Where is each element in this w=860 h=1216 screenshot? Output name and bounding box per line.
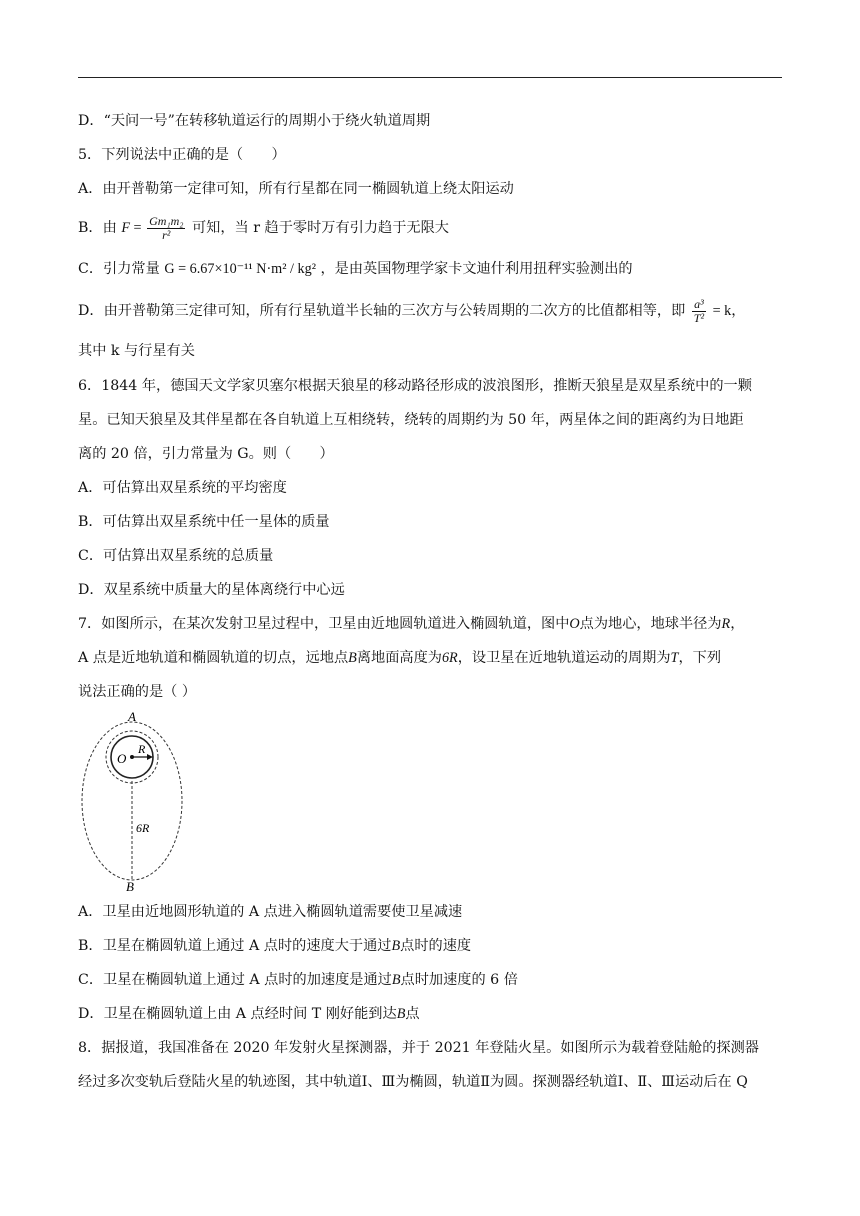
label-o: O [117,751,127,766]
q7-stem2-end: ，下列 [678,650,722,666]
q5-d-equals: = k， [712,303,746,319]
q6-stem-line2: 星。已知天狼星及其伴星都在各自轨道上互相绕转，绕转的周期约为 50 年，两星体之间的距离约为日地距 [78,412,744,428]
q5-option-d-cont: 其中 k 与行星有关 [78,343,195,359]
q6-option-c: C．可估算出双星系统的总质量 [78,548,274,564]
q7-stem1-mid: 点为地心，地球半径为 [579,616,722,632]
q7-stem-line1 [78,614,788,634]
q5-b-force: F [121,220,130,236]
q7-var-r: R [721,616,731,632]
q7-option-d [78,1004,788,1024]
label-b: B [126,879,134,894]
q7-stem2-mid: 离地面高度为 [356,650,442,666]
q7-stem2-pre: A 点是近地轨道和椭圆轨道的切点，远地点 [78,650,349,666]
q7-d-post: 点 [405,1006,420,1022]
q5-option-b: B．由 F = $\frac{\text{Gm₁m₂}}{\text{r²}}$ 可知，当 r 趋于零时万有引力趋于无限大 [78,213,449,242]
q5-option-a: A．由开普勒第一定律可知，所有行星都在同一椭圆轨道上绕太阳运动 [78,181,514,197]
q5-d-denominator: T² [693,310,705,325]
q6-option-b: B．可估算出双星系统中任一星体的质量 [78,514,330,530]
q7-var-t: T [670,650,679,666]
prev-option-d: D．“天问一号”在转移轨道运行的周期小于绕火轨道周期 [78,113,431,129]
q5-b-prefix: B．由 [78,220,117,236]
label-6r: 6R [136,821,150,835]
q5-d-fraction [692,298,706,325]
q7-var-6r: 6R [441,650,458,666]
q7-var-o: O [569,616,580,632]
q5-stem: 5．下列说法中正确的是（ ） [78,147,286,163]
q5-d-numerator: a³ [692,298,706,312]
q7-b-pre: B．卫星在椭圆轨道上通过 A 点时的速度大于通过 [78,938,392,954]
q7-d-var: B [396,1006,406,1022]
q7-stem2-mid2: ，设卫星在近地轨道运动的周期为 [457,650,671,666]
q5-c-prefix: C．引力常量 [78,261,160,277]
q5-c-suffix: ，是由英国物理学家卡文迪什利用扭秤实验测出的 [320,261,633,277]
q7-stem-line3: 说法正确的是（ ） [78,684,197,700]
q7-b-post: 点时的速度 [400,938,472,954]
q5-option-c [78,259,788,279]
q5-option-d [78,296,788,326]
q5-d-prefix: D．由开普勒第三定律可知，所有行星轨道半长轴的三次方与公转周期的二次方的比值都相等，即 [78,303,686,319]
q5-b-numerator: Gm₁m₂ [149,213,184,228]
q6-option-a: A．可估算出双星系统的平均密度 [78,480,287,496]
q6-option-d: D．双星系统中质量大的星体离绕行中心远 [78,582,345,598]
q7-c-post: 点时加速度的 6 倍 [400,972,518,988]
q5-b-fraction [147,215,185,242]
q7-stem1-pre: 7．如图所示，在某次发射卫星过程中，卫星由近地圆轨道进入椭圆轨道，图中 [78,616,570,632]
label-a: A [128,709,136,724]
orbit-diagram [76,708,196,894]
q7-option-c [78,970,788,990]
header-rule [78,77,782,78]
q7-stem1-end: ， [730,616,745,632]
q6-stem-line3: 离的 20 倍，引力常量为 G。则（ ） [78,446,334,462]
q7-c-var: B [391,972,401,988]
label-r: R [138,742,146,756]
q5-c-formula: G = 6.67×10⁻¹¹ N·m² / kg² [164,261,316,277]
q7-c-pre: C．卫星在椭圆轨道上通过 A 点时的加速度是通过 [78,972,392,988]
q5-b-denominator: r² [162,227,171,242]
q7-option-a: A．卫星由近地圆形轨道的 A 点进入椭圆轨道需要使卫星减速 [78,904,463,920]
q7-var-b: B [348,650,357,666]
q7-stem-line2 [78,648,788,668]
q7-d-pre: D．卫星在椭圆轨道上由 A 点经时间 T 刚好能到达 [78,1006,397,1022]
q6-stem-line1: 6．1844 年，德国天文学家贝塞尔根据天狼星的移动路径形成的波浪图形，推断天狼星是双星系统中的一颗 [78,378,752,394]
q8-stem-line1: 8．据报道，我国准备在 2020 年发射火星探测器，并于 2021 年登陆火星。如图所示为载着登陆舱的探测器 [78,1040,759,1056]
q7-option-b [78,936,788,956]
q8-stem-line2: 经过多次变轨后登陆火星的轨迹图，其中轨道Ⅰ、Ⅲ为椭圆，轨道Ⅱ为圆。探测器经轨道Ⅰ、Ⅱ、Ⅲ运动后在 Q [78,1074,748,1090]
q5-b-suffix: 可知，当 r 趋于零时万有引力趋于无限大 [191,220,449,236]
q7-b-var: B [391,938,401,954]
